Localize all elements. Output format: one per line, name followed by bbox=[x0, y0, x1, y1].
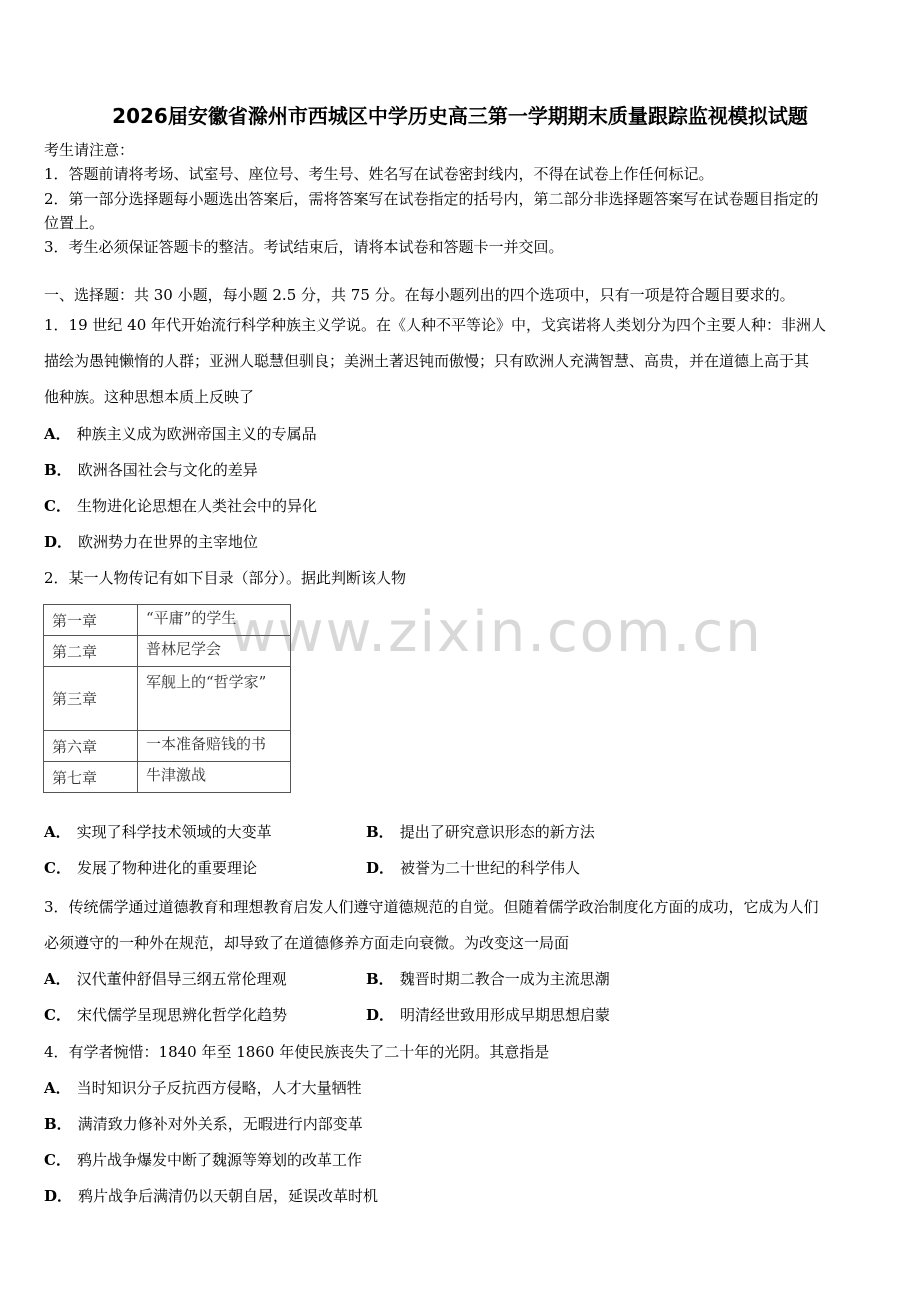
option-text: 满清致力修补对外关系，无暇进行内部变革 bbox=[77, 1115, 363, 1133]
option-text: 鸦片战争爆发中断了魏源等筹划的改革工作 bbox=[76, 1151, 362, 1169]
chapter-title: 军舰上的“哲学家” bbox=[138, 667, 291, 731]
option-key: B． bbox=[44, 1115, 72, 1133]
q2-stem: 2．某一人物传记有如下目录（部分）。据此判断该人物 bbox=[44, 569, 407, 587]
chapter-title: 普林尼学会 bbox=[138, 636, 291, 667]
table-row bbox=[44, 762, 291, 793]
option-text: 欧洲各国社会与文化的差异 bbox=[77, 461, 258, 479]
option-key: C． bbox=[44, 1151, 71, 1169]
q3-stem: 3．传统儒学通过道德教育和理想教育启发人们遵守道德规范的自觉。但随着儒学政治制度化方面的成功，它成为人们 bbox=[44, 898, 819, 916]
watermark: www.zixin.com.cn bbox=[230, 600, 763, 665]
notice-item: 2．第一部分选择题每小题选出答案后，需将答案写在试卷指定的括号内，第二部分非选择题答案写在试卷题目指定的 bbox=[44, 190, 819, 208]
q2-option-b bbox=[366, 821, 595, 842]
notice-item: 1．答题前请将考场、试室号、座位号、考生号、姓名写在试卷密封线内，不得在试卷上作任何标记。 bbox=[44, 165, 714, 183]
option-text: 种族主义成为欧洲帝国主义的专属品 bbox=[76, 425, 317, 443]
table-row bbox=[44, 731, 291, 762]
biography-toc-table bbox=[43, 604, 291, 793]
chapter-number: 第七章 bbox=[44, 762, 138, 793]
option-text: 明清经世致用形成早期思想启蒙 bbox=[400, 1006, 611, 1024]
option-key: A． bbox=[44, 425, 71, 443]
q1-option-b bbox=[44, 459, 258, 480]
q4-option-b bbox=[44, 1113, 363, 1134]
notice-item: 3．考生必须保证答题卡的整洁。考试结束后，请将本试卷和答题卡一并交回。 bbox=[44, 238, 564, 256]
q1-stem: 1．19 世纪 40 年代开始流行科学种族主义学说。在《人种不平等论》中，戈宾诺将人类划分为四个主要人种：非洲人 bbox=[44, 316, 827, 334]
table-row bbox=[44, 667, 291, 731]
table-row bbox=[44, 636, 291, 667]
q2-option-d bbox=[366, 857, 580, 878]
option-text: 魏晋时期二教合一成为主流思潮 bbox=[399, 970, 610, 988]
option-text: 鸦片战争后满清仍以天朝自居，延误改革时机 bbox=[78, 1187, 379, 1205]
q4-option-a bbox=[44, 1077, 362, 1098]
option-text: 当时知识分子反抗西方侵略，人才大量牺牲 bbox=[76, 1079, 362, 1097]
option-text: 实现了科学技术领域的大变革 bbox=[76, 823, 272, 841]
option-text: 提出了研究意识形态的新方法 bbox=[399, 823, 595, 841]
q1-option-a bbox=[44, 423, 317, 444]
q2-option-c bbox=[44, 857, 257, 878]
chapter-title: “平庸”的学生 bbox=[138, 605, 291, 636]
option-key: C． bbox=[44, 859, 71, 877]
q3-option-a bbox=[44, 968, 287, 989]
chapter-number: 第六章 bbox=[44, 731, 138, 762]
option-key: C． bbox=[44, 1006, 71, 1024]
option-key: D． bbox=[44, 1187, 73, 1205]
option-key: D． bbox=[44, 533, 73, 551]
exam-title: 2026届安徽省滁州市西城区中学历史高三第一学期期末质量跟踪监视模拟试题 bbox=[112, 104, 808, 128]
chapter-title: 一本准备赔钱的书 bbox=[138, 731, 291, 762]
table-row bbox=[44, 605, 291, 636]
option-key: C． bbox=[44, 497, 71, 515]
chapter-title: 牛津激战 bbox=[138, 762, 291, 793]
q4-stem: 4．有学者惋惜：1840 年至 1860 年使民族丧失了二十年的光阴。其意指是 bbox=[44, 1043, 550, 1061]
notice-item: 位置上。 bbox=[44, 214, 105, 232]
option-text: 发展了物种进化的重要理论 bbox=[76, 859, 257, 877]
option-key: D． bbox=[366, 859, 395, 877]
q1-option-c bbox=[44, 495, 317, 516]
notice-heading: 考生请注意： bbox=[44, 141, 135, 159]
q1-stem: 他种族。这种思想本质上反映了 bbox=[44, 388, 255, 406]
chapter-number: 第二章 bbox=[44, 636, 138, 667]
option-key: B． bbox=[44, 461, 72, 479]
chapter-number: 第三章 bbox=[44, 667, 138, 731]
option-key: A． bbox=[44, 970, 71, 988]
q3-option-c bbox=[44, 1004, 287, 1025]
q1-stem: 描绘为愚钝懒惰的人群；亚洲人聪慧但驯良；美洲土著迟钝而傲慢；只有欧洲人充满智慧、高贵，并在道德上高于其 bbox=[44, 352, 810, 370]
option-text: 宋代儒学呈现思辨化哲学化趋势 bbox=[76, 1006, 287, 1024]
option-text: 汉代董仲舒倡导三纲五常伦理观 bbox=[76, 970, 287, 988]
option-key: B． bbox=[366, 823, 394, 841]
option-text: 欧洲势力在世界的主宰地位 bbox=[78, 533, 259, 551]
option-text: 生物进化论思想在人类社会中的异化 bbox=[76, 497, 317, 515]
q3-option-b bbox=[366, 968, 610, 989]
q1-option-d bbox=[44, 531, 258, 552]
q4-option-d bbox=[44, 1185, 378, 1206]
option-key: A． bbox=[44, 823, 71, 841]
option-key: B． bbox=[366, 970, 394, 988]
option-key: A． bbox=[44, 1079, 71, 1097]
q3-stem: 必须遵守的一种外在规范，却导致了在道德修养方面走向衰微。为改变这一局面 bbox=[44, 934, 570, 952]
q4-option-c bbox=[44, 1149, 362, 1170]
chapter-number: 第一章 bbox=[44, 605, 138, 636]
q3-option-d bbox=[366, 1004, 610, 1025]
q2-option-a bbox=[44, 821, 272, 842]
option-key: D． bbox=[366, 1006, 395, 1024]
section-heading: 一、选择题：共 30 小题，每小题 2.5 分，共 75 分。在每小题列出的四个选项中，只有一项是符合题目要求的。 bbox=[44, 286, 795, 304]
option-text: 被誉为二十世纪的科学伟人 bbox=[400, 859, 581, 877]
